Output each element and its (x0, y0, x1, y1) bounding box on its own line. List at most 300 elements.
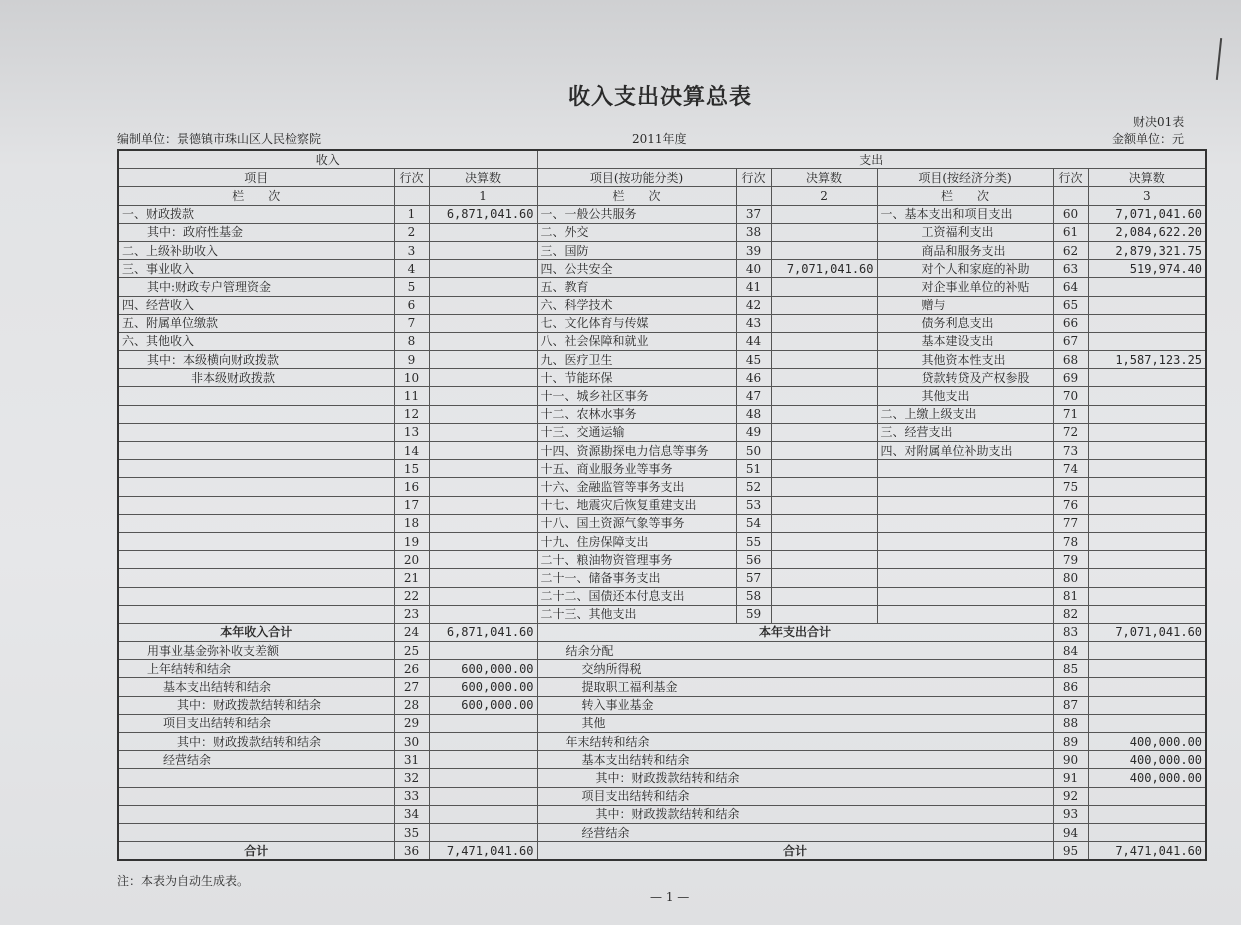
col-label: 栏 次 (118, 187, 394, 205)
expense-econ-item (877, 569, 1053, 587)
expense-econ-row-no: 73 (1053, 442, 1088, 460)
table-row (118, 660, 1206, 678)
year-income-total-amount: 6,871,041.60 (429, 623, 537, 641)
grand-income-total-amount: 7,471,041.60 (429, 842, 537, 861)
expense-func-item: 九、医疗卫生 (537, 351, 736, 369)
income-amount (429, 714, 537, 732)
expense-item: 交纳所得税 (537, 660, 1053, 678)
income-amount (429, 332, 537, 350)
table-row (118, 587, 1206, 605)
income-amount (429, 823, 537, 841)
expense-econ-item: 其他资本性支出 (877, 351, 1053, 369)
grand-income-total-row-no: 36 (394, 842, 429, 861)
expense-func-item: 十四、资源勘探电力信息等事务 (537, 442, 736, 460)
grand-total-row (118, 842, 1206, 861)
blank-cell (394, 187, 429, 205)
income-row-no: 19 (394, 532, 429, 550)
expense-econ-row-no: 64 (1053, 278, 1088, 296)
expense-econ-item (877, 496, 1053, 514)
expense-econ-amount (1088, 569, 1206, 587)
income-row-no: 9 (394, 351, 429, 369)
table-row (118, 442, 1206, 460)
expense-func-amount (771, 369, 877, 387)
income-amount (429, 405, 537, 423)
expense-econ-amount (1088, 496, 1206, 514)
expense-row-no: 90 (1053, 751, 1088, 769)
income-amount (429, 223, 537, 241)
income-amount (429, 551, 537, 569)
income-header: 收入 (118, 150, 537, 169)
income-amount (429, 423, 537, 441)
expense-econ-amount (1088, 332, 1206, 350)
income-item: 一、财政拨款 (118, 205, 394, 223)
expense-econ-row-no: 61 (1053, 223, 1088, 241)
income-row-no: 35 (394, 823, 429, 841)
expense-econ-row-no: 75 (1053, 478, 1088, 496)
table-row (118, 714, 1206, 732)
expense-header: 支出 (537, 150, 1206, 169)
item-econ-header: 项目(按经济分类) (877, 169, 1053, 187)
expense-econ-amount (1088, 423, 1206, 441)
amount-header: 决算数 (1088, 169, 1206, 187)
amount-unit: 金额单位：元 (1112, 132, 1185, 146)
income-row-no: 26 (394, 660, 429, 678)
expense-econ-row-no: 79 (1053, 551, 1088, 569)
table-row (118, 696, 1206, 714)
income-item (118, 769, 394, 787)
income-item (118, 387, 394, 405)
table-row (118, 478, 1206, 496)
expense-econ-row-no: 71 (1053, 405, 1088, 423)
expense-func-item: 一、一般公共服务 (537, 205, 736, 223)
income-row-no: 33 (394, 787, 429, 805)
income-row-no: 20 (394, 551, 429, 569)
income-amount (429, 496, 537, 514)
expense-func-row-no: 50 (736, 442, 771, 460)
income-amount (429, 478, 537, 496)
income-item: 其中：财政拨款结转和结余 (118, 696, 394, 714)
income-row-no: 29 (394, 714, 429, 732)
header-row-1 (118, 150, 1206, 169)
year-income-total-row-no: 24 (394, 623, 429, 641)
income-item (118, 787, 394, 805)
grand-expense-total-label: 合计 (537, 842, 1053, 861)
expense-func-row-no: 45 (736, 351, 771, 369)
expense-econ-amount (1088, 442, 1206, 460)
income-amount (429, 314, 537, 332)
expense-func-row-no: 58 (736, 587, 771, 605)
organization: 编制单位：景德镇市珠山区人民检察院 (117, 132, 322, 146)
expense-econ-row-no: 68 (1053, 351, 1088, 369)
table-row (118, 805, 1206, 823)
page-title: 收入支出决算总表 (567, 84, 752, 110)
expense-func-item: 五、教育 (537, 278, 736, 296)
income-row-no: 3 (394, 241, 429, 259)
table-row (118, 351, 1206, 369)
expense-func-item: 十八、国土资源气象等事务 (537, 514, 736, 532)
income-row-no: 1 (394, 205, 429, 223)
col-label: 栏 次 (877, 187, 1053, 205)
expense-econ-amount (1088, 587, 1206, 605)
row-no-header: 行次 (736, 169, 771, 187)
expense-func-item: 八、社会保障和就业 (537, 332, 736, 350)
amount-header: 决算数 (429, 169, 537, 187)
income-row-no: 31 (394, 751, 429, 769)
grand-expense-total-amount: 7,471,041.60 (1088, 842, 1206, 861)
income-amount (429, 514, 537, 532)
expense-econ-amount (1088, 278, 1206, 296)
expense-econ-amount (1088, 387, 1206, 405)
table-row (118, 260, 1206, 278)
income-item: 三、事业收入 (118, 260, 394, 278)
amount-header: 决算数 (771, 169, 877, 187)
expense-func-row-no: 59 (736, 605, 771, 623)
expense-func-amount (771, 332, 877, 350)
table-row (118, 423, 1206, 441)
year-expense-total-amount: 7,071,041.60 (1088, 623, 1206, 641)
income-row-no: 8 (394, 332, 429, 350)
col-number-1: 1 (429, 187, 537, 205)
expense-func-amount (771, 241, 877, 259)
expense-func-row-no: 43 (736, 314, 771, 332)
expense-func-item: 十六、金融监管等事务支出 (537, 478, 736, 496)
expense-item: 项目支出结转和结余 (537, 787, 1053, 805)
income-amount (429, 351, 537, 369)
expense-econ-amount (1088, 369, 1206, 387)
expense-econ-row-no: 60 (1053, 205, 1088, 223)
year-expense-total-label: 本年支出合计 (537, 623, 1053, 641)
row-no-header: 行次 (1053, 169, 1088, 187)
table-row (118, 569, 1206, 587)
expense-func-item: 十五、商业服务业等事务 (537, 460, 736, 478)
income-row-no: 13 (394, 423, 429, 441)
expense-amount: 400,000.00 (1088, 733, 1206, 751)
income-item: 五、附属单位缴款 (118, 314, 394, 332)
expense-func-row-no: 41 (736, 278, 771, 296)
expense-econ-amount (1088, 514, 1206, 532)
income-row-no: 25 (394, 642, 429, 660)
income-row-no: 23 (394, 605, 429, 623)
expense-econ-item (877, 605, 1053, 623)
expense-econ-row-no: 78 (1053, 532, 1088, 550)
expense-econ-amount (1088, 405, 1206, 423)
expense-func-item: 二、外交 (537, 223, 736, 241)
income-row-no: 6 (394, 296, 429, 314)
expense-func-row-no: 51 (736, 460, 771, 478)
table-row (118, 205, 1206, 223)
expense-func-amount: 7,071,041.60 (771, 260, 877, 278)
expense-amount (1088, 823, 1206, 841)
income-item: 其中：财政拨款结转和结余 (118, 733, 394, 751)
expense-econ-amount: 1,587,123.25 (1088, 351, 1206, 369)
income-item: 经营结余 (118, 751, 394, 769)
income-item: 其中：政府性基金 (118, 223, 394, 241)
expense-econ-row-no: 82 (1053, 605, 1088, 623)
expense-item: 其中：财政拨款结转和结余 (537, 805, 1053, 823)
expense-econ-item: 工资福利支出 (877, 223, 1053, 241)
income-item (118, 423, 394, 441)
income-row-no: 28 (394, 696, 429, 714)
expense-econ-item: 对企事业单位的补贴 (877, 278, 1053, 296)
income-amount (429, 587, 537, 605)
table-row (118, 769, 1206, 787)
blank-cell (736, 187, 771, 205)
year-expense-total-row-no: 83 (1053, 623, 1088, 641)
income-amount (429, 787, 537, 805)
income-item (118, 805, 394, 823)
table-row (118, 678, 1206, 696)
expense-item: 提取职工福利基金 (537, 678, 1053, 696)
income-row-no: 16 (394, 478, 429, 496)
expense-amount: 400,000.00 (1088, 769, 1206, 787)
table-row (118, 278, 1206, 296)
year-income-total-label: 本年收入合计 (118, 623, 394, 641)
expense-func-amount (771, 551, 877, 569)
expense-func-amount (771, 478, 877, 496)
expense-econ-amount (1088, 605, 1206, 623)
expense-func-row-no: 54 (736, 514, 771, 532)
table-row (118, 514, 1206, 532)
income-amount (429, 460, 537, 478)
table-row (118, 314, 1206, 332)
income-row-no: 14 (394, 442, 429, 460)
expense-func-amount (771, 587, 877, 605)
expense-func-item: 四、公共安全 (537, 260, 736, 278)
income-amount (429, 769, 537, 787)
income-item (118, 532, 394, 550)
expense-func-row-no: 46 (736, 369, 771, 387)
income-row-no: 22 (394, 587, 429, 605)
income-amount (429, 442, 537, 460)
expense-func-row-no: 55 (736, 532, 771, 550)
expense-func-row-no: 44 (736, 332, 771, 350)
expense-econ-item: 商品和服务支出 (877, 241, 1053, 259)
expense-econ-amount (1088, 532, 1206, 550)
expense-econ-row-no: 74 (1053, 460, 1088, 478)
expense-econ-item (877, 460, 1053, 478)
expense-func-amount (771, 569, 877, 587)
income-item (118, 460, 394, 478)
expense-econ-row-no: 70 (1053, 387, 1088, 405)
income-item (118, 496, 394, 514)
expense-row-no: 94 (1053, 823, 1088, 841)
table-row (118, 642, 1206, 660)
income-amount (429, 278, 537, 296)
income-amount (429, 260, 537, 278)
expense-item: 转入事业基金 (537, 696, 1053, 714)
expense-econ-item (877, 532, 1053, 550)
expense-func-row-no: 53 (736, 496, 771, 514)
income-amount: 6,871,041.60 (429, 205, 537, 223)
table-row (118, 296, 1206, 314)
expense-func-amount (771, 442, 877, 460)
expense-amount (1088, 714, 1206, 732)
income-amount: 600,000.00 (429, 678, 537, 696)
expense-func-item: 十二、农林水事务 (537, 405, 736, 423)
expense-func-amount (771, 605, 877, 623)
expense-func-amount (771, 496, 877, 514)
expense-econ-row-no: 80 (1053, 569, 1088, 587)
expense-row-no: 87 (1053, 696, 1088, 714)
expense-func-row-no: 56 (736, 551, 771, 569)
expense-row-no: 91 (1053, 769, 1088, 787)
expense-item: 其中：财政拨款结转和结余 (537, 769, 1053, 787)
table-row (118, 496, 1206, 514)
income-amount (429, 569, 537, 587)
income-row-no: 10 (394, 369, 429, 387)
expense-func-item: 二十一、储备事务支出 (537, 569, 736, 587)
income-item (118, 587, 394, 605)
expense-func-amount (771, 205, 877, 223)
expense-econ-amount (1088, 314, 1206, 332)
expense-econ-row-no: 76 (1053, 496, 1088, 514)
income-amount (429, 751, 537, 769)
income-item: 基本支出结转和结余 (118, 678, 394, 696)
grand-expense-total-row-no: 95 (1053, 842, 1088, 861)
expense-econ-row-no: 66 (1053, 314, 1088, 332)
expense-func-item: 二十三、其他支出 (537, 605, 736, 623)
expense-econ-amount (1088, 551, 1206, 569)
income-amount (429, 241, 537, 259)
table-row (118, 387, 1206, 405)
col-number-3: 3 (1088, 187, 1206, 205)
income-item (118, 569, 394, 587)
expense-econ-amount (1088, 296, 1206, 314)
expense-econ-item: 对个人和家庭的补助 (877, 260, 1053, 278)
expense-func-item: 十九、住房保障支出 (537, 532, 736, 550)
income-item (118, 605, 394, 623)
table-row (118, 605, 1206, 623)
expense-econ-item (877, 514, 1053, 532)
blank-cell (1053, 187, 1088, 205)
expense-econ-row-no: 72 (1053, 423, 1088, 441)
table-row (118, 369, 1206, 387)
income-amount (429, 387, 537, 405)
income-amount (429, 369, 537, 387)
table-row (118, 787, 1206, 805)
expense-row-no: 92 (1053, 787, 1088, 805)
expense-func-amount (771, 514, 877, 532)
form-code: 财决01表 (1133, 115, 1185, 129)
expense-row-no: 84 (1053, 642, 1088, 660)
expense-func-amount (771, 460, 877, 478)
expense-econ-item: 二、上缴上级支出 (877, 405, 1053, 423)
expense-row-no: 93 (1053, 805, 1088, 823)
income-item (118, 551, 394, 569)
income-item: 六、其他收入 (118, 332, 394, 350)
item-func-header: 项目(按功能分类) (537, 169, 736, 187)
income-row-no: 4 (394, 260, 429, 278)
expense-func-amount (771, 423, 877, 441)
expense-func-row-no: 57 (736, 569, 771, 587)
expense-func-row-no: 47 (736, 387, 771, 405)
expense-econ-row-no: 63 (1053, 260, 1088, 278)
income-item: 二、上级补助收入 (118, 241, 394, 259)
expense-amount (1088, 696, 1206, 714)
expense-func-row-no: 49 (736, 423, 771, 441)
footer-note: 注：本表为自动生成表。 (117, 874, 250, 888)
expense-econ-amount: 2,879,321.75 (1088, 241, 1206, 259)
expense-row-no: 88 (1053, 714, 1088, 732)
header-row-2 (118, 169, 1206, 187)
expense-amount (1088, 805, 1206, 823)
income-row-no: 21 (394, 569, 429, 587)
expense-econ-item: 一、基本支出和项目支出 (877, 205, 1053, 223)
income-amount: 600,000.00 (429, 696, 537, 714)
expense-func-item: 六、科学技术 (537, 296, 736, 314)
expense-func-row-no: 52 (736, 478, 771, 496)
income-row-no: 11 (394, 387, 429, 405)
expense-func-item: 七、文化体育与传媒 (537, 314, 736, 332)
expense-econ-amount: 519,974.40 (1088, 260, 1206, 278)
income-row-no: 12 (394, 405, 429, 423)
expense-func-item: 十、节能环保 (537, 369, 736, 387)
table-row (118, 751, 1206, 769)
table-row (118, 241, 1206, 259)
expense-econ-item (877, 478, 1053, 496)
expense-func-item: 十七、地震灾后恢复重建支出 (537, 496, 736, 514)
income-row-no: 7 (394, 314, 429, 332)
expense-item: 其他 (537, 714, 1053, 732)
expense-func-item: 十一、城乡社区事务 (537, 387, 736, 405)
expense-econ-row-no: 81 (1053, 587, 1088, 605)
income-row-no: 34 (394, 805, 429, 823)
income-item (118, 405, 394, 423)
table-row (118, 532, 1206, 550)
income-row-no: 17 (394, 496, 429, 514)
expense-econ-row-no: 67 (1053, 332, 1088, 350)
expense-func-item: 二十二、国债还本付息支出 (537, 587, 736, 605)
expense-econ-amount: 2,084,622.20 (1088, 223, 1206, 241)
income-amount (429, 532, 537, 550)
expense-func-item: 二十、粮油物资管理事务 (537, 551, 736, 569)
expense-econ-item: 四、对附属单位补助支出 (877, 442, 1053, 460)
expense-func-row-no: 38 (736, 223, 771, 241)
expense-func-row-no: 40 (736, 260, 771, 278)
income-amount (429, 605, 537, 623)
expense-func-row-no: 42 (736, 296, 771, 314)
expense-func-item: 十三、交通运输 (537, 423, 736, 441)
income-row-no: 32 (394, 769, 429, 787)
expense-func-amount (771, 223, 877, 241)
expense-func-amount (771, 405, 877, 423)
expense-item: 结余分配 (537, 642, 1053, 660)
expense-amount: 400,000.00 (1088, 751, 1206, 769)
income-item: 非本级财政拨款 (118, 369, 394, 387)
table-row (118, 460, 1206, 478)
expense-amount (1088, 660, 1206, 678)
income-item: 项目支出结转和结余 (118, 714, 394, 732)
income-item: 用事业基金弥补收支差额 (118, 642, 394, 660)
expense-econ-row-no: 69 (1053, 369, 1088, 387)
income-row-no: 2 (394, 223, 429, 241)
expense-econ-item: 贷款转贷及产权参股 (877, 369, 1053, 387)
table-row (118, 551, 1206, 569)
expense-econ-item (877, 551, 1053, 569)
table-row (118, 733, 1206, 751)
col-label: 栏 次 (537, 187, 736, 205)
income-row-no: 18 (394, 514, 429, 532)
income-item (118, 478, 394, 496)
expense-econ-amount: 7,071,041.60 (1088, 205, 1206, 223)
expense-econ-item: 债务利息支出 (877, 314, 1053, 332)
income-amount (429, 733, 537, 751)
income-item: 其中：本级横向财政拨款 (118, 351, 394, 369)
expense-func-amount (771, 532, 877, 550)
expense-amount (1088, 678, 1206, 696)
income-item (118, 442, 394, 460)
expense-func-row-no: 48 (736, 405, 771, 423)
